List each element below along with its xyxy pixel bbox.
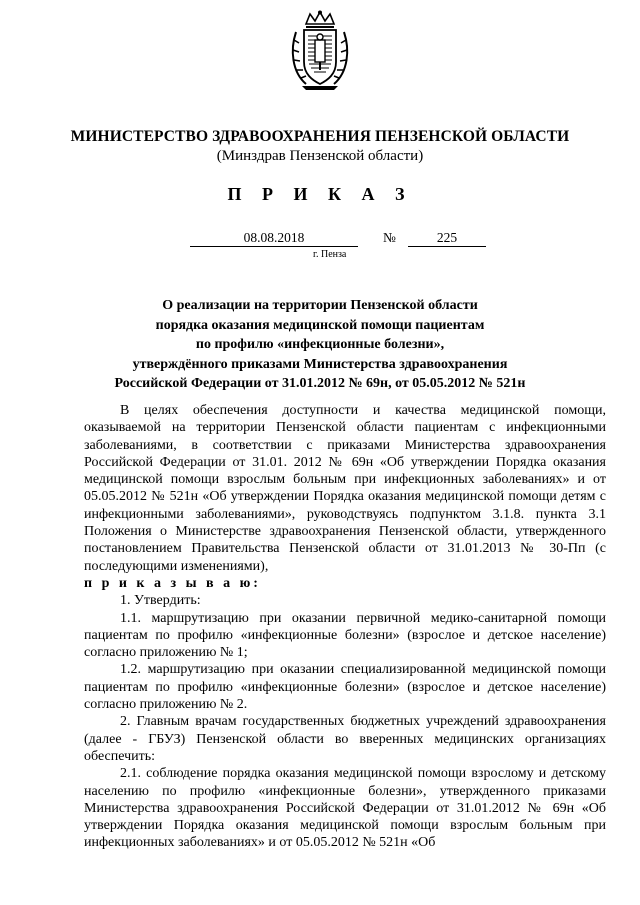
heading-line: утверждённого приказами Министерства здравоохранения xyxy=(132,356,508,372)
order-item: 1.1. маршрутизацию при оказании первичной медико-санитарной помощи пациентам по профилю «инфекционные болезни» (взрослое и детское население) согласно приложению № 1; xyxy=(84,610,606,661)
order-title: П Р И К А З xyxy=(227,184,413,204)
city-name: г. Пенза xyxy=(313,249,347,260)
ministry-short-name: (Минздрав Пензенской области) xyxy=(216,148,424,164)
order-item: 1.2. маршрутизацию при оказании специализированной медицинской помощи пациентам по профилю «инфекционные болезни» (взрослое и детское население) согласно приложению № 2. xyxy=(84,662,606,713)
order-heading xyxy=(0,296,640,394)
heading-line: по профилю «инфекционные болезни», xyxy=(195,337,445,352)
heading-line: Российской Федерации от 31.01.2012 № 69н, от 05.05.2012 № 521н xyxy=(114,376,526,391)
order-number: 225 xyxy=(408,230,486,247)
number-sign: № xyxy=(383,230,396,245)
intro-paragraph: В целях обеспечения доступности и качества медицинской помощи, оказываемой на территории Пензенской области пациентам с инфекционными заболеваниями, в соответствии с приказами Министерства здравоохранения Российской Федерации от 31.01. 2012 № 69н «Об утверждении Порядка оказания медицинской помощи взрослым больным при инфекционных заболеваниях» и от 05.05.2012 № 521н «Об утверждении Порядка оказания медицинской помощи детям с инфекционными заболеваниями», руководствуясь подпунктом 3.1.8. пункта 3.1 Положения о Министерстве здравоохранения Пензенской области, утвержденного постановлением Правительства Пензенской области от 31.01.2013 № 30-Пп (с последующими изменениями), xyxy=(84,403,606,574)
order-item: 2. Главным врачам государственных бюджетных учреждений здравоохранения (далее - ГБУЗ) Пензенской области во вверенных медицинских организациях обеспечить: xyxy=(84,714,606,764)
order-body xyxy=(84,402,606,852)
coat-of-arms-icon xyxy=(288,10,352,92)
heading-line: О реализации на территории Пензенской области xyxy=(162,298,478,313)
order-date: 08.08.2018 xyxy=(190,230,358,247)
command-word: п р и к а з ы в а ю: xyxy=(84,575,261,591)
ministry-name: МИНИСТЕРСТВО ЗДРАВООХРАНЕНИЯ ПЕНЗЕНСКОЙ ОБЛАСТИ xyxy=(70,128,570,145)
order-item: 2.1. соблюдение порядка оказания медицинской помощи взрослому и детскому населению по профилю «инфекционные болезни», утвержденного приказами Министерства здравоохранения Российской Федерации от 31.01.2012 № 69н «Об утверждении Порядка оказания медицинской помощи взрослым больным при инфекционных заболеваниях» и от 05.05.2012 № 521н «Об xyxy=(84,766,606,851)
order-item: 1. Утвердить: xyxy=(120,593,201,609)
heading-line: порядка оказания медицинской помощи пациентам xyxy=(155,317,485,333)
